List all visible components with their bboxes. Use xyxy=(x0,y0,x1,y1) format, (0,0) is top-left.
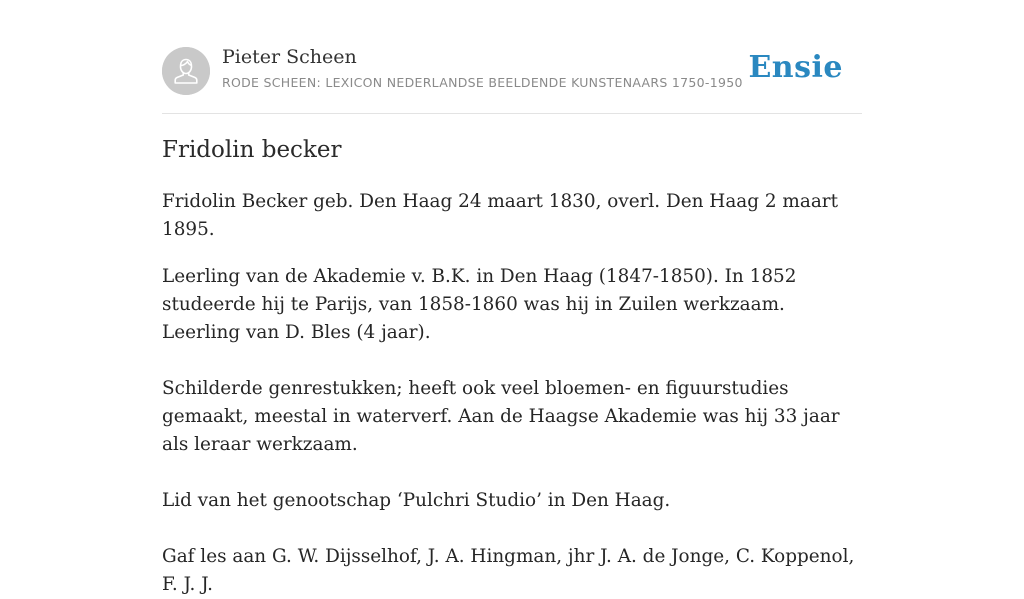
article-paragraph: Lid van het genootschap ‘Pulchri Studio’ in Den Haag. xyxy=(162,490,671,511)
article-paragraph: Gaf les aan G. W. Dijsselhof, J. A. Hingman, jhr J. A. de Jonge, C. Koppenol, F. J. J. xyxy=(162,546,855,595)
article-body xyxy=(162,188,862,599)
article-title: Fridolin becker xyxy=(162,137,342,163)
article-paragraph: Fridolin Becker geb. Den Haag 24 maart 1830, overl. Den Haag 2 maart 1895. xyxy=(162,191,838,240)
article-paragraph: Leerling van de Akademie v. B.K. in Den Haag (1847-1850). In 1852 studeerde hij te Parijs, van 1858-1860 was hij in Zuilen werkzaam. Leerling van D. Bles (4 jaar). xyxy=(162,266,797,343)
ensie-logo[interactable]: Ensie xyxy=(748,50,843,85)
article-paragraph: Schilderde genrestukken; heeft ook veel bloemen- en figuurstudies gemaakt, meestal in waterverf. Aan de Haagse Akademie was hij 33 jaar als leraar werkzaam. xyxy=(162,378,840,455)
paragraph-spacer xyxy=(162,459,862,487)
paragraph-spacer xyxy=(162,515,862,543)
user-avatar-icon[interactable] xyxy=(162,47,210,95)
source-title[interactable]: RODE SCHEEN: LEXICON NEDERLANDSE BEELDENDE KUNSTENAARS 1750-1950 xyxy=(222,75,743,90)
author-name[interactable]: Pieter Scheen xyxy=(222,46,357,68)
article-header xyxy=(162,46,862,114)
paragraph-spacer xyxy=(162,347,862,375)
